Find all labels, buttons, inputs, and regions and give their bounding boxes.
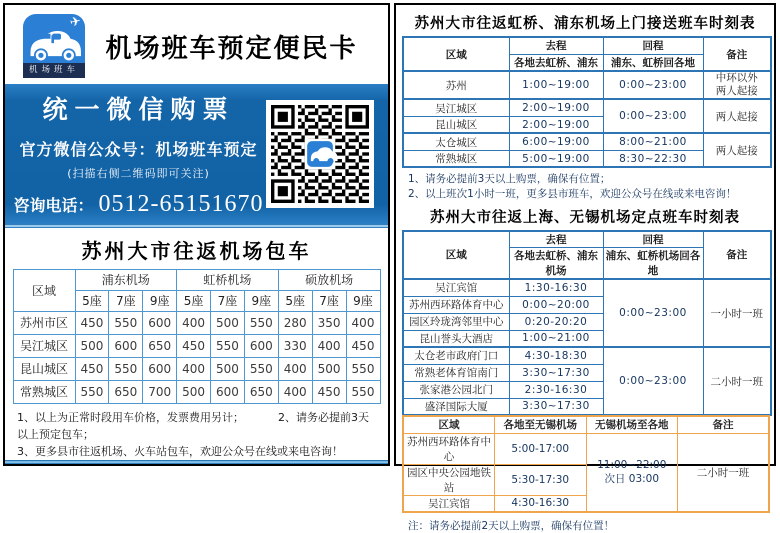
remark-cell-merged: 两人起接 (703, 99, 771, 133)
outbound-cell: 1:00~19:00 (509, 71, 603, 99)
price-cell: 550 (346, 380, 380, 403)
price-cell: 350 (312, 311, 346, 334)
charter-note-3: 3、更多县市往返机场、火车站包车，欢迎公众号在线或来电咨询！ (17, 444, 343, 458)
charter-notes (5, 404, 388, 460)
price-cell: 600 (143, 311, 177, 334)
seat-header: 5座 (278, 290, 312, 311)
return-header: 回程 (603, 231, 703, 248)
region-cell: 吴江城区 (403, 99, 509, 116)
region-cell: 苏州西环路体育中心 (403, 296, 509, 313)
price-cell: 550 (244, 357, 278, 380)
region-cell: 昆山城区 (13, 357, 75, 380)
seat-header: 9座 (244, 290, 278, 311)
outbound-cell: 2:00~19:00 (509, 99, 603, 116)
return-cell-merged: 0:00~23:00 (603, 279, 703, 347)
region-cell: 苏州西环路体育中心 (403, 433, 495, 464)
seat-header: 5座 (75, 290, 109, 311)
price-cell: 400 (177, 357, 211, 380)
qr-code (266, 100, 374, 208)
region-cell: 盛泽国际大厦 (403, 398, 509, 415)
pickup-timetable-title: 苏州大市往返虹桥、浦东机场上门接送班车时刻表 (414, 15, 756, 32)
left-panel (3, 3, 390, 466)
region-cell: 常熟城区 (403, 150, 509, 167)
price-cell: 450 (346, 334, 380, 357)
wechat-headline: 统一微信购票 (42, 95, 235, 124)
region-cell: 吴江宾馆 (403, 495, 495, 512)
price-cell: 650 (244, 380, 278, 403)
return-cell-merged: 0:00~23:00 (603, 99, 703, 133)
outbound-cell: 0:20-20:20 (509, 313, 603, 330)
price-cell: 400 (177, 311, 211, 334)
table-row (13, 380, 380, 403)
outbound-header: 去程 (509, 37, 603, 54)
return-header: 回程 (603, 37, 703, 54)
price-cell: 400 (312, 334, 346, 357)
outbound-subheader: 各地去虹桥、浦东机场 (509, 248, 603, 280)
car-icon (26, 24, 82, 68)
charter-table-title: 苏州大市往返机场包车 (81, 238, 312, 263)
outbound-cell: 6:00~19:00 (509, 133, 603, 150)
wechat-text (11, 90, 266, 218)
outbound-cell: 3:30~17:30 (509, 398, 603, 415)
outbound-cell: 4:30-18:30 (509, 347, 603, 364)
table-row (13, 334, 380, 357)
remark-header: 备注 (678, 416, 770, 433)
outbound-cell: 1:30-16:30 (509, 279, 603, 296)
pickup-note-1: 1、请务必提前3天以上购票，确保有位置； (408, 173, 611, 186)
price-cell: 550 (211, 334, 245, 357)
region-cell: 昆山城区 (403, 116, 509, 133)
airport-header-pudong: 浦东机场 (75, 269, 177, 290)
region-cell: 常熟老体育馆南门 (403, 364, 509, 381)
charter-price-table (13, 269, 381, 404)
divider-stripe (5, 224, 388, 228)
fixed-timetable-title: 苏州大市往返上海、无锡机场定点班车时刻表 (430, 208, 740, 226)
pickup-timetable (402, 36, 772, 168)
outbound-cell: 2:00~19:00 (509, 116, 603, 133)
table-header-row (13, 269, 380, 290)
region-cell: 吴江城区 (13, 334, 75, 357)
price-cell: 450 (75, 311, 109, 334)
pickup-notes (408, 172, 764, 202)
fixed-timetable (402, 230, 772, 417)
price-cell: 650 (109, 380, 143, 403)
table-row (13, 357, 380, 380)
airport-header-shuofang: 硕放机场 (278, 269, 380, 290)
outbound-header: 各地至无锡机场 (495, 416, 587, 433)
return-subheader: 浦东、虹桥回各地 (603, 54, 703, 71)
wechat-account: 官方微信公众号：机场班车预定 (19, 140, 258, 159)
region-cell: 苏州 (403, 71, 509, 99)
return-cell-merged: 0:00~23:00 (603, 347, 703, 415)
return-cell: 8:30~22:30 (603, 150, 703, 167)
outbound-header: 去程 (509, 231, 603, 248)
logo-label: 机场班车 (23, 63, 85, 78)
outbound-cell: 5:00~19:00 (509, 150, 603, 167)
seat-header: 7座 (312, 290, 346, 311)
price-cell: 500 (177, 380, 211, 403)
table-row (403, 433, 769, 464)
price-cell: 550 (346, 357, 380, 380)
table-row (403, 71, 771, 99)
charter-note-1: 1、以上为正常时段用车价格，发票费用另计； (17, 410, 244, 424)
phone-line (11, 191, 266, 218)
table-row (13, 311, 380, 334)
bottom-stripe (5, 460, 388, 464)
outbound-cell: 0:00~20:00 (509, 296, 603, 313)
outbound-subheader: 各地去虹桥、浦东 (509, 54, 603, 71)
region-cell: 吴江宾馆 (403, 279, 509, 296)
table-row (403, 133, 771, 150)
price-cell: 550 (109, 311, 143, 334)
price-cell: 650 (143, 334, 177, 357)
table-header-row (403, 231, 771, 248)
charter-note-2: 2、请务必提前3天以上预定包车； (17, 410, 369, 441)
outbound-cell: 3:30~17:30 (509, 364, 603, 381)
outbound-cell: 5:30-17:30 (495, 464, 587, 495)
price-cell: 600 (109, 334, 143, 357)
return-subheader: 浦东、虹桥机场回各地 (603, 248, 703, 280)
wechat-scan-note: (扫描右侧二维码即可关注) (67, 167, 210, 180)
seat-header: 7座 (109, 290, 143, 311)
price-cell: 500 (211, 311, 245, 334)
remark-cell-merged: 二小时一班 (678, 433, 770, 512)
region-cell: 园区中央公园地铁站 (403, 464, 495, 495)
fixed-bottom-note: 注：请务必提前2天以上购票，确保有位置！ (408, 520, 615, 533)
price-cell: 450 (75, 357, 109, 380)
outbound-cell: 1:00~21:00 (509, 330, 603, 347)
remark-header: 备注 (703, 37, 771, 71)
price-cell: 500 (211, 357, 245, 380)
price-cell: 450 (312, 380, 346, 403)
seat-header: 7座 (211, 290, 245, 311)
seat-header: 9座 (143, 290, 177, 311)
seat-header: 9座 (346, 290, 380, 311)
remark-cell-merged: 一小时一班 (703, 279, 771, 347)
outbound-cell: 2:30-16:30 (509, 381, 603, 398)
phone-number: 0512-65151670 (98, 191, 264, 217)
outbound-cell: 5:00-17:00 (495, 433, 587, 464)
price-cell: 450 (177, 334, 211, 357)
region-cell: 张家港公园北门 (403, 381, 509, 398)
phone-label: 咨询电话： (13, 196, 94, 215)
return-cell-merged: 11:00~22:00 次日 03:00 (586, 433, 678, 512)
remark-cell: 中环以外 两人起接 (703, 71, 771, 99)
return-cell: 0:00~23:00 (603, 71, 703, 99)
table-header-row (403, 37, 771, 54)
price-cell: 600 (143, 357, 177, 380)
table-row (403, 279, 771, 296)
region-header: 区域 (403, 231, 509, 280)
region-cell: 园区玲珑湾邻里中心 (403, 313, 509, 330)
left-header (5, 5, 388, 84)
price-cell: 550 (75, 380, 109, 403)
return-cell: 8:00~21:00 (603, 133, 703, 150)
price-cell: 500 (75, 334, 109, 357)
region-cell: 常熟城区 (13, 380, 75, 403)
remark-header: 备注 (703, 231, 771, 280)
region-header: 区域 (403, 416, 495, 433)
region-cell: 昆山誉头大酒店 (403, 330, 509, 347)
table-header-row (403, 416, 769, 433)
region-cell: 太仓城区 (403, 133, 509, 150)
outbound-cell: 4:30-16:30 (495, 495, 587, 512)
price-cell: 550 (109, 357, 143, 380)
airport-header-hongqiao: 虹桥机场 (177, 269, 279, 290)
region-cell: 苏州市区 (13, 311, 75, 334)
remark-cell-merged: 二小时一班 (703, 347, 771, 415)
region-cell: 太仓老市政府门口 (403, 347, 509, 364)
card-title: 机场班车预定便民卡 (105, 33, 358, 64)
pickup-note-2: 2、以上班次1小时一班，更多县市班车，欢迎公众号在线或来电咨询！ (408, 188, 737, 201)
return-header: 无锡机场至各地 (586, 416, 678, 433)
plane-icon: ✈ (68, 14, 83, 31)
charter-note-line1 (17, 409, 378, 443)
price-cell: 400 (278, 380, 312, 403)
right-panel (394, 3, 776, 533)
price-cell: 280 (278, 311, 312, 334)
price-cell: 600 (211, 380, 245, 403)
wechat-box (5, 84, 388, 224)
price-cell: 500 (312, 357, 346, 380)
app-logo (23, 14, 85, 78)
table-row (403, 99, 771, 116)
table-row (403, 347, 771, 364)
region-header: 区域 (13, 269, 75, 311)
remark-cell-merged: 两人起接 (703, 133, 771, 167)
price-cell: 400 (346, 311, 380, 334)
price-cell: 700 (143, 380, 177, 403)
wuxi-timetable (402, 415, 770, 513)
price-cell: 330 (278, 334, 312, 357)
price-cell: 550 (244, 311, 278, 334)
price-cell: 400 (278, 357, 312, 380)
price-cell: 600 (244, 334, 278, 357)
seat-header: 5座 (177, 290, 211, 311)
region-header: 区域 (403, 37, 509, 71)
